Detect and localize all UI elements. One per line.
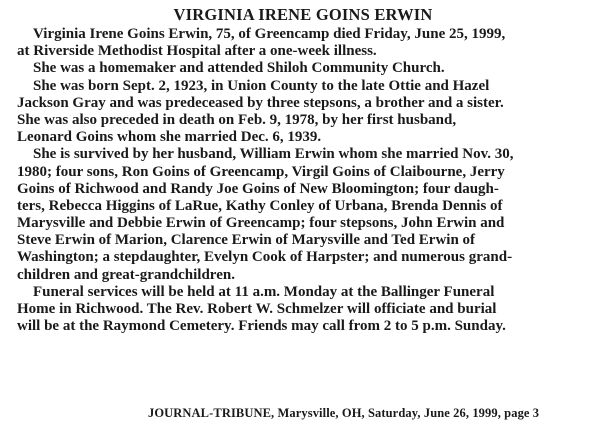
obituary-headline: VIRGINIA IRENE GOINS ERWIN (173, 5, 433, 24)
body-line: Jackson Gray and was predeceased by three stepsons, a brother and a sister. (17, 94, 504, 111)
body-line: Goins of Richwood and Randy Joe Goins of New Bloomington; four daugh- (17, 180, 499, 197)
body-line: Home in Richwood. The Rev. Robert W. Schmelzer will officiate and burial (17, 301, 497, 317)
body-line: She was a homemaker and attended Shiloh Community Church. (33, 60, 445, 77)
body-line: Steve Erwin of Marion, Clarence Erwin of Marysville and Ted Erwin of (17, 232, 476, 249)
body-line: Funeral services will be held at 11 a.m. Monday at the Ballinger Funeral (33, 283, 495, 300)
source-citation: JOURNAL-TRIBUNE, Marysville, OH, Saturday, June 26, 1999, page 3 (148, 406, 540, 420)
body-line: She was born Sept. 2, 1923, in Union County to the late Ottie and Hazel (33, 77, 490, 94)
body-line: Virginia Irene Goins Erwin, 75, of Greencamp died Friday, June 25, 1999, (33, 26, 506, 42)
body-line: Marysville and Debbie Erwin of Greencamp; four stepsons, John Erwin and (17, 215, 505, 232)
body-line: She is survived by her husband, William Erwin whom she married Nov. 30, (33, 146, 514, 163)
body-line: 1980; four sons, Ron Goins of Greencamp, Virgil Goins of Claibourne, Jerry (17, 163, 505, 180)
obituary-body (17, 26, 597, 335)
body-line: Washington; a stepdaughter, Evelyn Cook of Harpster; and numerous grand- (17, 249, 513, 266)
body-line: She was also preceded in death on Feb. 9, 1978, by her first husband, (17, 111, 457, 128)
body-line: at Riverside Methodist Hospital after a one-week illness. (17, 43, 377, 60)
body-line: ters, Rebecca Higgins of LaRue, Kathy Conley of Urbana, Brenda Dennis of (17, 197, 503, 214)
body-line: children and great-grandchildren. (17, 266, 235, 283)
body-line: Leonard Goins whom she married Dec. 6, 1939. (17, 129, 322, 146)
body-line: will be at the Raymond Cemetery. Friends may call from 2 to 5 p.m. Sunday. (17, 318, 506, 335)
